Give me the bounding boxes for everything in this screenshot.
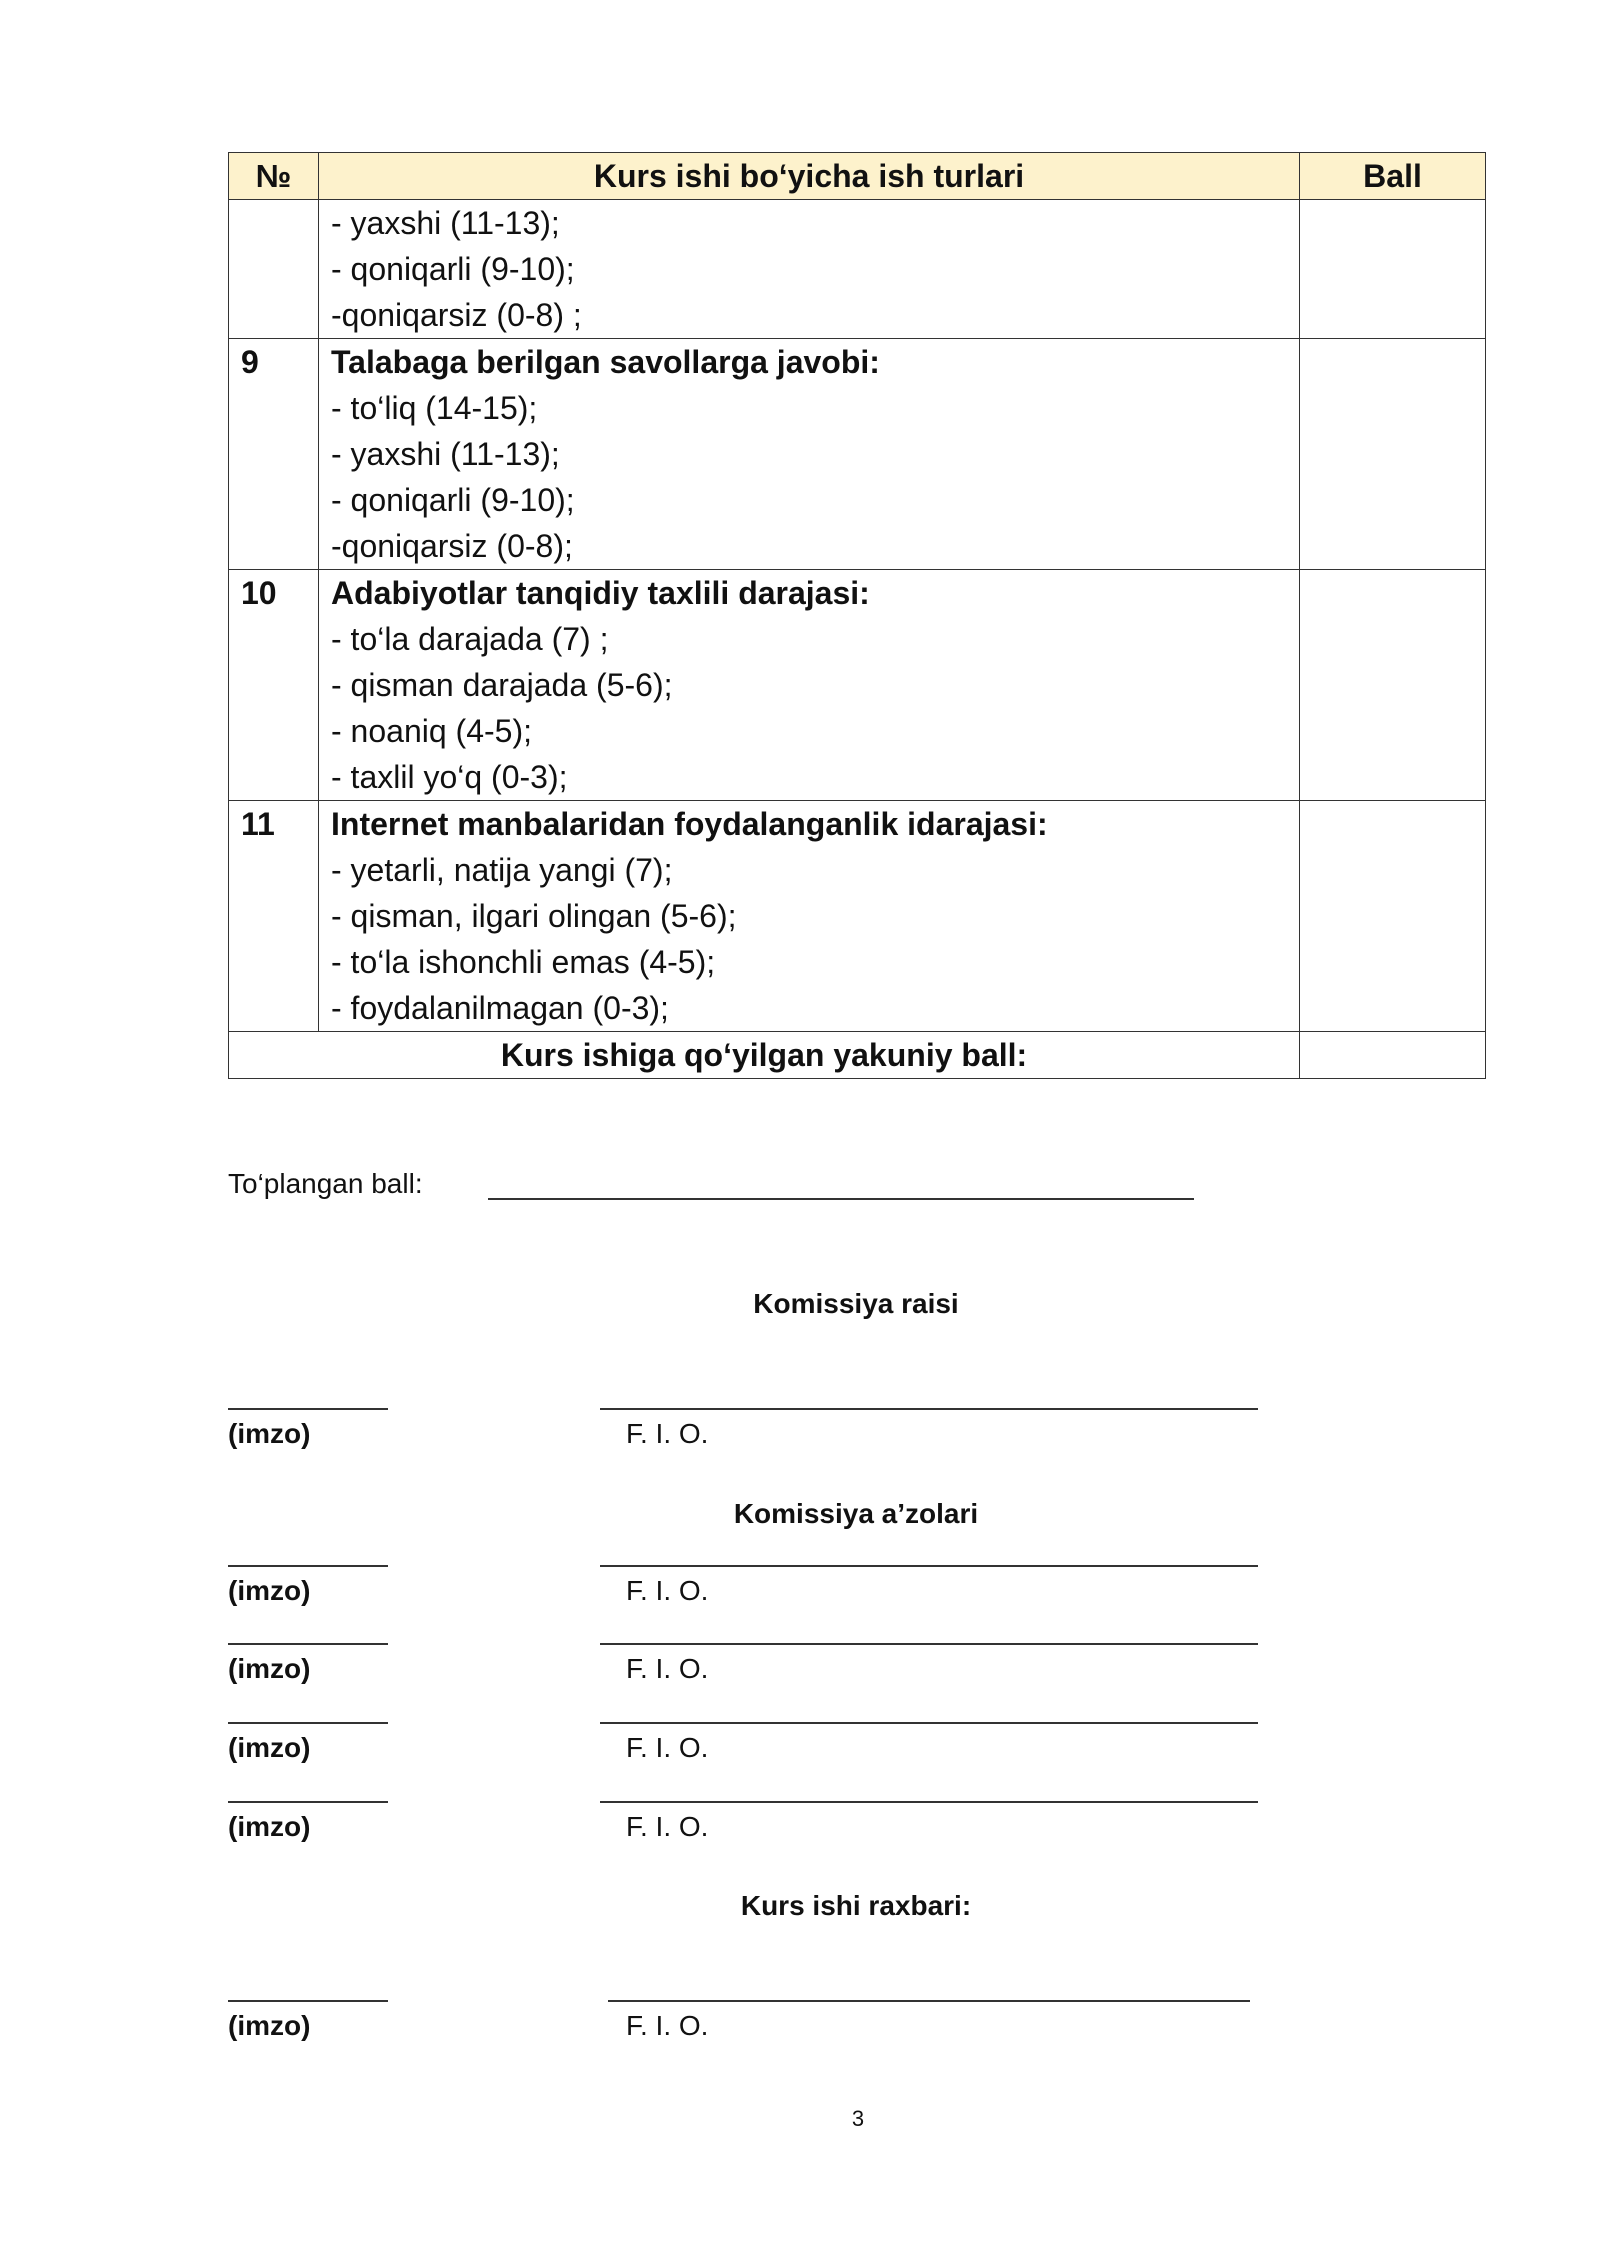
grading-table bbox=[228, 152, 1486, 1079]
table-row bbox=[229, 570, 1486, 801]
criteria-line: - taxlil yo‘q (0-3); bbox=[331, 759, 568, 795]
criteria-line: -qoniqarsiz (0-8) ; bbox=[331, 297, 582, 333]
name-line[interactable] bbox=[600, 1408, 1258, 1410]
row-number-cell: 11 bbox=[229, 801, 319, 1032]
ball-cell[interactable] bbox=[1300, 570, 1486, 801]
row-title: Adabiyotlar tanqidiy taxlili darajasi: bbox=[331, 575, 870, 611]
criteria-line: - yaxshi (11-13); bbox=[331, 205, 560, 241]
criteria-line: - qoniqarli (9-10); bbox=[331, 482, 575, 518]
ball-cell[interactable] bbox=[1300, 339, 1486, 570]
table-header-row bbox=[229, 153, 1486, 200]
row-number-cell: 9 bbox=[229, 339, 319, 570]
header-ball: Ball bbox=[1300, 153, 1486, 200]
signature-label: (imzo) bbox=[228, 1653, 311, 1684]
criteria-line: - to‘la darajada (7) ; bbox=[331, 621, 609, 657]
name-label: F. I. O. bbox=[626, 1732, 709, 1763]
row-content-cell bbox=[319, 200, 1300, 339]
signature-line[interactable] bbox=[228, 1565, 388, 1567]
signature-label: (imzo) bbox=[228, 2010, 311, 2041]
criteria-line: - noaniq (4-5); bbox=[331, 713, 532, 749]
name-label: F. I. O. bbox=[626, 2010, 709, 2041]
criteria-line: - foydalanilmagan (0-3); bbox=[331, 990, 669, 1026]
name-label: F. I. O. bbox=[626, 1653, 709, 1684]
signature-line[interactable] bbox=[228, 2000, 388, 2002]
table-row bbox=[229, 339, 1486, 570]
name-label: F. I. O. bbox=[626, 1811, 709, 1842]
name-line[interactable] bbox=[600, 1722, 1258, 1724]
signature-label: (imzo) bbox=[228, 1575, 311, 1606]
name-label: F. I. O. bbox=[626, 1418, 709, 1449]
signature-line[interactable] bbox=[228, 1643, 388, 1645]
collected-score-line[interactable] bbox=[488, 1198, 1194, 1200]
collected-score-label: To‘plangan ball: bbox=[228, 1168, 423, 1199]
ball-cell[interactable] bbox=[1300, 200, 1486, 339]
signature-label: (imzo) bbox=[228, 1732, 311, 1763]
ball-cell[interactable] bbox=[1300, 801, 1486, 1032]
row-number-cell: 10 bbox=[229, 570, 319, 801]
header-work-types: Kurs ishi bo‘yicha ish turlari bbox=[319, 153, 1300, 200]
supervisor-title: Kurs ishi raxbari: bbox=[740, 1890, 972, 1921]
signature-label: (imzo) bbox=[228, 1418, 311, 1449]
row-number-cell bbox=[229, 200, 319, 339]
total-row bbox=[229, 1032, 1486, 1079]
criteria-line: - yetarli, natija yangi (7); bbox=[331, 852, 673, 888]
table-row bbox=[229, 200, 1486, 339]
row-title: Talabaga berilgan savollarga javobi: bbox=[331, 344, 880, 380]
criteria-line: - to‘liq (14-15); bbox=[331, 390, 538, 426]
name-line[interactable] bbox=[600, 1643, 1258, 1645]
row-title: Internet manbalaridan foydalanganlik idarajasi: bbox=[331, 806, 1048, 842]
row-content-cell bbox=[319, 339, 1300, 570]
criteria-line: - qoniqarli (9-10); bbox=[331, 251, 575, 287]
signature-line[interactable] bbox=[228, 1722, 388, 1724]
row-content-cell bbox=[319, 801, 1300, 1032]
header-number: № bbox=[229, 153, 319, 200]
name-line[interactable] bbox=[608, 2000, 1250, 2002]
signature-label: (imzo) bbox=[228, 1811, 311, 1842]
criteria-line: - qisman darajada (5-6); bbox=[331, 667, 673, 703]
total-ball-cell[interactable] bbox=[1300, 1032, 1486, 1079]
table-row bbox=[229, 801, 1486, 1032]
criteria-line: - qisman, ilgari olingan (5-6); bbox=[331, 898, 737, 934]
criteria-line: -qoniqarsiz (0-8); bbox=[331, 528, 573, 564]
commission-members-title: Komissiya a’zolari bbox=[733, 1498, 979, 1529]
criteria-line: - to‘la ishonchli emas (4-5); bbox=[331, 944, 716, 980]
name-line[interactable] bbox=[600, 1565, 1258, 1567]
criteria-line: - yaxshi (11-13); bbox=[331, 436, 560, 472]
total-label: Kurs ishiga qo‘yilgan yakuniy ball: bbox=[229, 1032, 1300, 1079]
name-label: F. I. O. bbox=[626, 1575, 709, 1606]
name-line[interactable] bbox=[600, 1801, 1258, 1803]
signature-line[interactable] bbox=[228, 1408, 388, 1410]
row-content-cell bbox=[319, 570, 1300, 801]
page-number: 3 bbox=[851, 2106, 865, 2131]
signature-line[interactable] bbox=[228, 1801, 388, 1803]
commission-chair-title: Komissiya raisi bbox=[753, 1288, 959, 1319]
